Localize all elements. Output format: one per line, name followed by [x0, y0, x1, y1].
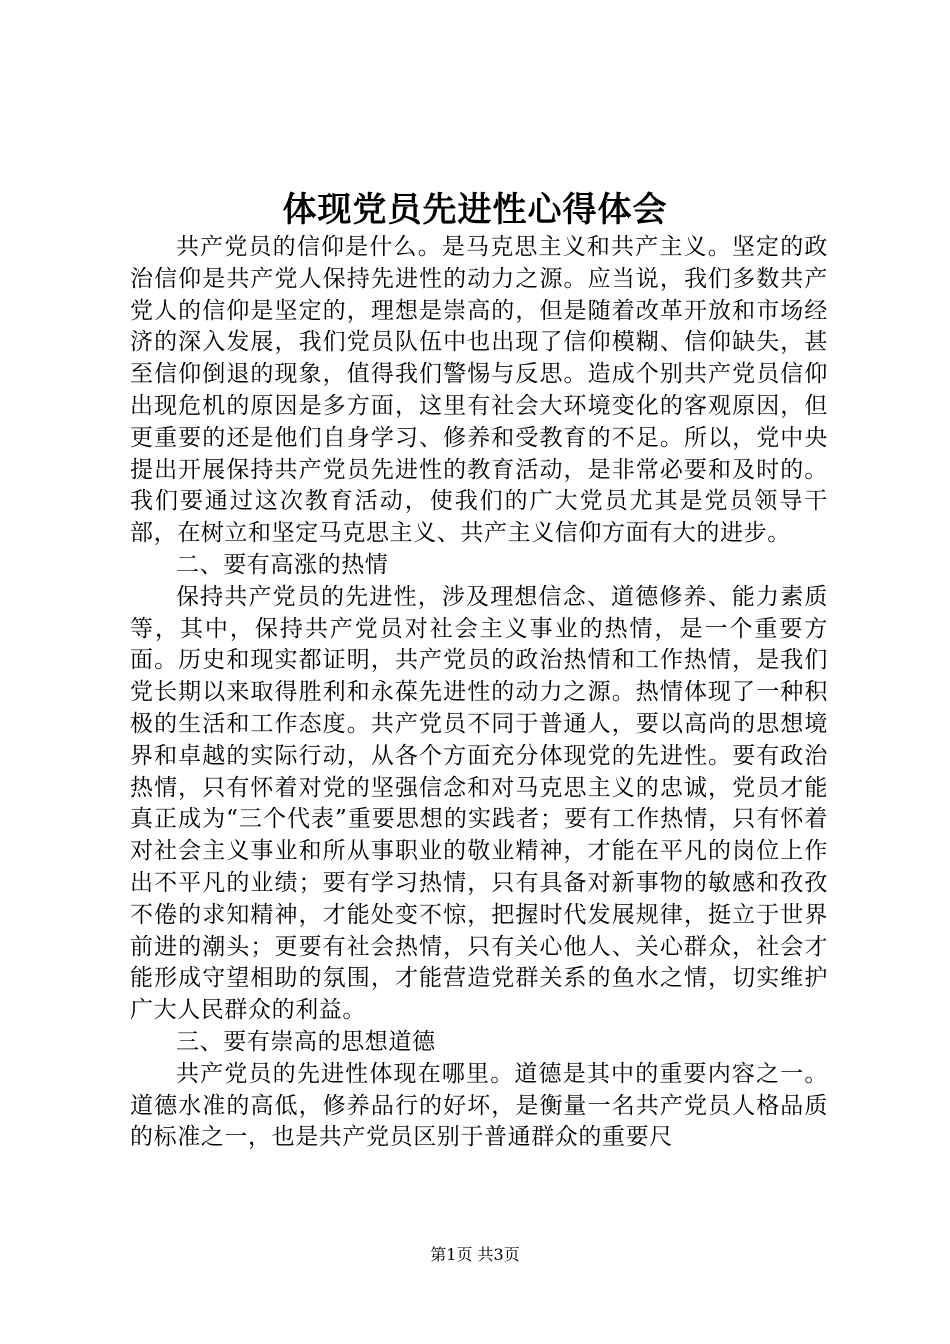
section-heading-enthusiasm: 二、要有高涨的热情 [176, 551, 389, 578]
document-body [130, 232, 828, 1154]
paragraph-morality: 共产党员的先进性体现在哪里。道德是其中的重要内容之一。道德水准的高低，修养品行的好坏，是衡量一名共产党员人格品质的标准之一，也是共产党员区别于普通群众的重要尺 [130, 1060, 828, 1151]
paragraph-faith: 共产党员的信仰是什么。是马克思主义和共产主义。坚定的政治信仰是共产党人保持先进性的动力之源。应当说，我们多数共产党人的信仰是坚定的，理想是崇高的，但是随着改革开放和市场经济的深入发展，我们党员队伍中也出现了信仰模糊、信仰缺失，甚至信仰倒退的现象，值得我们警惕与反思。造成个别共产党员信仰出现危机的原因是多方面，这里有社会大环境变化的客观原因，但更重要的还是他们自身学习、修养和受教育的不足。所以，党中央提出开展保持共产党员先进性的教育活动，是非常必要和及时的。我们要通过这次教育活动，使我们的广大党员尤其是党员领导干部，在树立和坚定马克思主义、共产主义信仰方面有大的进步。 [130, 234, 828, 547]
paragraph-enthusiasm: 保持共产党员的先进性，涉及理想信念、道德修养、能力素质等，其中，保持共产党员对社会主义事业的热情，是一个重要方面。历史和现实都证明，共产党员的政治热情和工作热情，是我们党长期以来取得胜利和永葆先进性的动力之源。热情体现了一种积极的生活和工作态度。共产党员不同于普通人，要以高尚的思想境界和卓越的实际行动，从各个方面充分体现党的先进性。要有政治热情，只有怀着对党的坚强信念和对马克思主义的忠诚，党员才能真正成为“三个代表”重要思想的实践者；要有工作热情，只有怀着对社会主义事业和所从事职业的敬业精神，才能在平凡的岗位上作出不平凡的业绩；要有学习热情，只有具备对新事物的敏感和孜孜不倦的求知精神，才能处变不惊，把握时代发展规律，挺立于世界前进的潮头；更要有社会热情，只有关心他人、关心群众，社会才能形成守望相助的氛围，才能营造党群关系的鱼水之情，切实维护广大人民群众的利益。 [130, 583, 828, 1024]
document-title: 体现党员先进性心得体会 [282, 190, 668, 230]
page-number-footer: 第1页 共3页 [430, 1245, 520, 1264]
section-heading-morality: 三、要有崇高的思想道德 [176, 1028, 436, 1055]
